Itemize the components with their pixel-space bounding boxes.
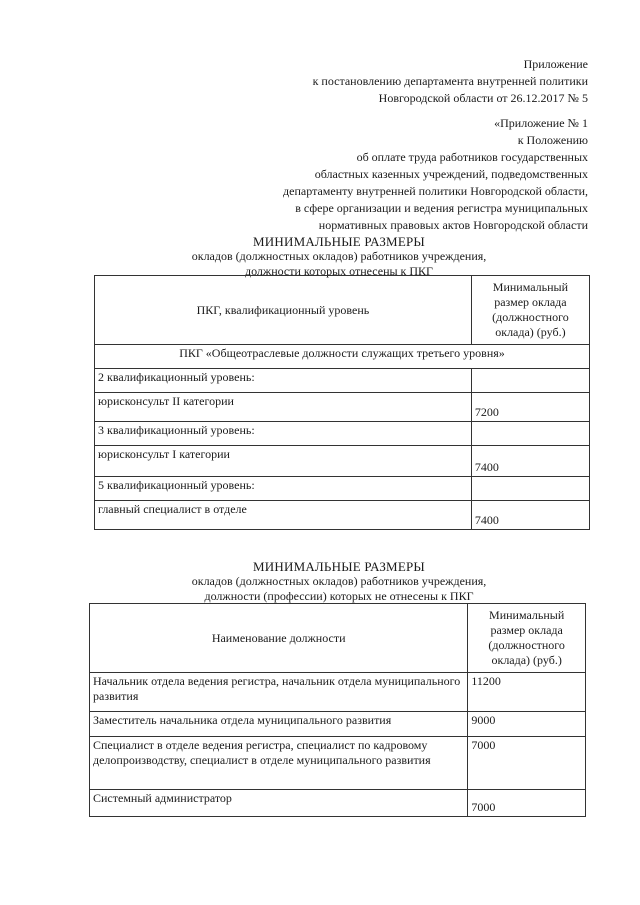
position-cell: Специалист в отделе ведения регистра, специалист по кадровому делопроизводству, специалист в отделе муниципального развития bbox=[90, 737, 468, 790]
table-row bbox=[90, 673, 586, 712]
appendix-header-line: Приложение bbox=[523, 57, 588, 71]
regulation-header-line: в сфере организации и ведения регистра муниципальных bbox=[295, 201, 588, 215]
salary-cell: 7000 bbox=[468, 790, 586, 817]
salary-cell bbox=[471, 369, 589, 393]
salary-cell: 9000 bbox=[468, 712, 586, 737]
regulation-header-line: «Приложение № 1 bbox=[494, 116, 588, 130]
column-header-min-salary: Минимальный размер оклада (должностного оклада) (руб.) bbox=[471, 276, 589, 345]
position-cell: Начальник отдела ведения регистра, начальник отдела муниципального развития bbox=[90, 673, 468, 712]
appendix-header-line: Новгородской области от 26.12.2017 № 5 bbox=[378, 91, 588, 105]
section2-subtitle: должности (профессии) которых не отнесены к ПКГ bbox=[204, 589, 474, 603]
regulation-header-line: областных казенных учреждений, подведомственных bbox=[314, 167, 588, 181]
regulation-header-line: департаменту внутренней политики Новгородской области, bbox=[283, 184, 588, 198]
salary-cell: 7400 bbox=[471, 501, 589, 530]
table-row bbox=[90, 790, 586, 817]
table-row bbox=[95, 369, 590, 393]
table-row bbox=[95, 446, 590, 477]
column-header-position: Наименование должности bbox=[90, 604, 468, 673]
section2-title: МИНИМАЛЬНЫЕ РАЗМЕРЫ bbox=[253, 559, 425, 574]
table-row bbox=[95, 477, 590, 501]
salary-cell bbox=[471, 422, 589, 446]
section1-subtitle: окладов (должностных окладов) работников учреждения, bbox=[191, 249, 487, 263]
section2-heading bbox=[90, 559, 588, 604]
salary-cell: 7000 bbox=[468, 737, 586, 790]
table-row bbox=[95, 501, 590, 530]
regulation-header bbox=[283, 115, 588, 234]
section1-subtitle: должности которых отнесены к ПКГ bbox=[244, 264, 433, 278]
regulation-header-line: к Положению bbox=[517, 133, 588, 147]
position-cell: главный специалист в отделе bbox=[95, 501, 472, 530]
salary-cell bbox=[471, 477, 589, 501]
salary-cell: 7200 bbox=[471, 393, 589, 422]
section1-title: МИНИМАЛЬНЫЕ РАЗМЕРЫ bbox=[253, 234, 425, 249]
position-cell: Системный администратор bbox=[90, 790, 468, 817]
position-cell: 5 квалификационный уровень: bbox=[95, 477, 472, 501]
appendix-header bbox=[313, 56, 588, 107]
salary-table-pkg bbox=[94, 275, 590, 530]
regulation-header-line: нормативных правовых актов Новгородской области bbox=[318, 218, 588, 232]
section1-heading bbox=[90, 234, 588, 279]
table-header-row bbox=[90, 604, 586, 673]
position-cell: 2 квалификационный уровень: bbox=[95, 369, 472, 393]
column-header-min-salary: Минимальный размер оклада (должностного оклада) (руб.) bbox=[468, 604, 586, 673]
appendix-header-line: к постановлению департамента внутренней политики bbox=[312, 74, 588, 88]
position-cell: 3 квалификационный уровень: bbox=[95, 422, 472, 446]
regulation-header-line: об оплате труда работников государственных bbox=[356, 150, 588, 164]
group-row bbox=[95, 345, 590, 369]
salary-table-non-pkg bbox=[89, 603, 586, 817]
salary-cell: 11200 bbox=[468, 673, 586, 712]
position-cell: юрисконсульт I категории bbox=[95, 446, 472, 477]
table-row bbox=[95, 393, 590, 422]
group-title: ПКГ «Общеотраслевые должности служащих третьего уровня» bbox=[95, 345, 590, 369]
table-row bbox=[90, 737, 586, 790]
column-header-pkg-level: ПКГ, квалификационный уровень bbox=[95, 276, 472, 345]
table-row bbox=[90, 712, 586, 737]
table-row bbox=[95, 422, 590, 446]
section2-subtitle: окладов (должностных окладов) работников учреждения, bbox=[191, 574, 487, 588]
salary-cell: 7400 bbox=[471, 446, 589, 477]
position-cell: Заместитель начальника отдела муниципального развития bbox=[90, 712, 468, 737]
position-cell: юрисконсульт II категории bbox=[95, 393, 472, 422]
table-header-row bbox=[95, 276, 590, 345]
